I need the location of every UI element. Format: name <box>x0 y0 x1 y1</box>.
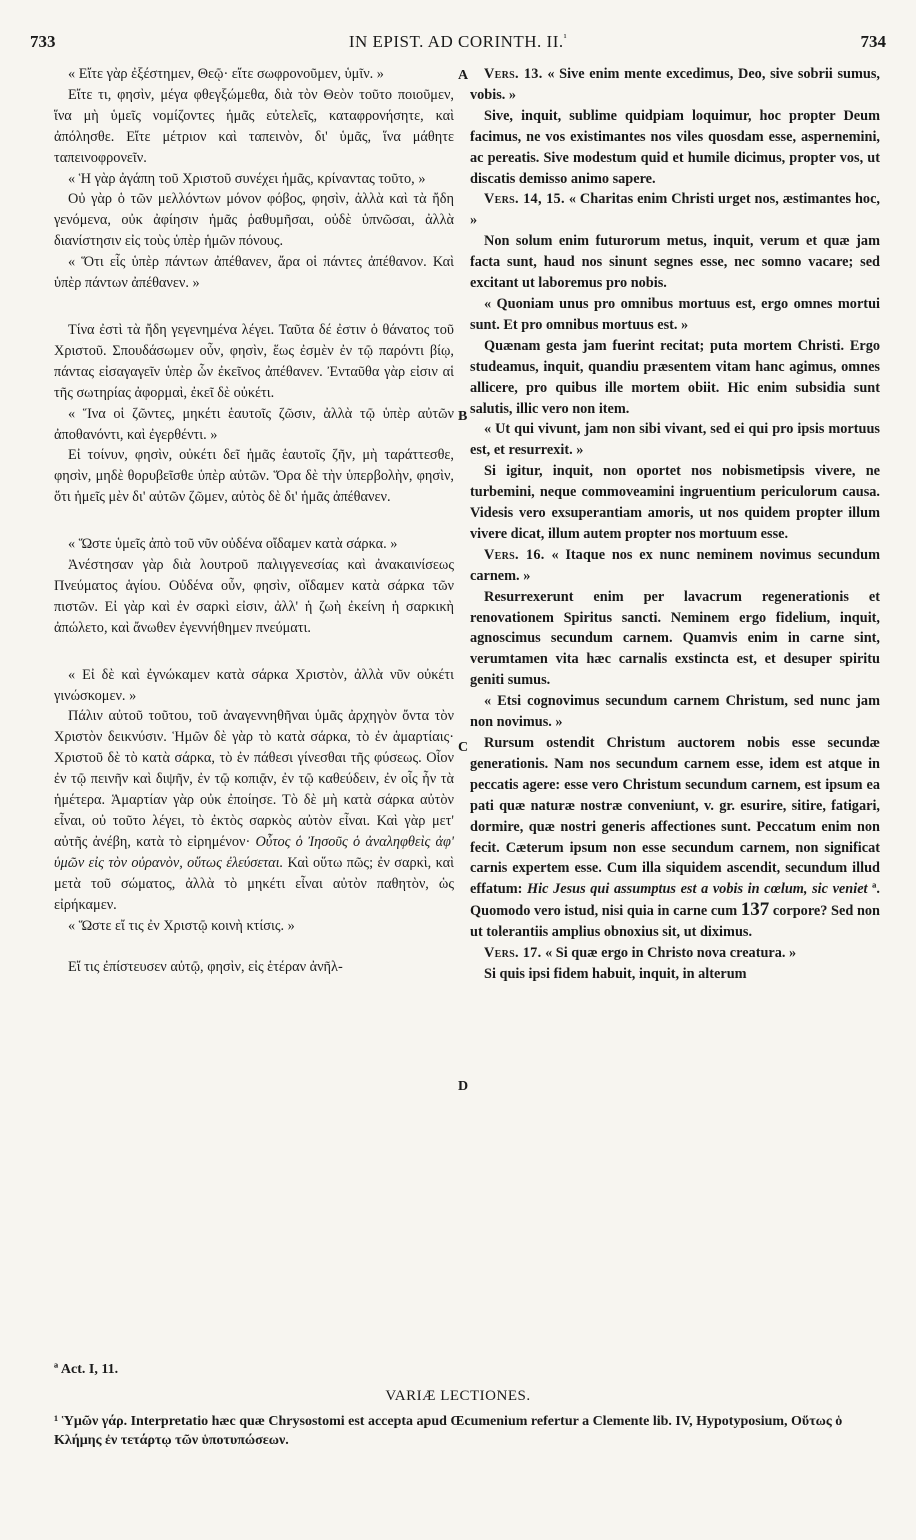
greek-verse: « Ἵνα οἱ ζῶντες, μηκέτι ἑαυτοῖς ζῶσιν, ἀλλὰ τῷ ὑπὲρ αὐτῶν ἀποθανόντι, καὶ ἐγερθέντι. » <box>54 405 454 443</box>
latin-text: « Si quæ ergo in Christo nova creatura. » <box>541 945 797 962</box>
latin-text: Rursum ostendit Christum auctorem nobis esse secundæ generationis. Nam nos secundum carnem esse, idem est atque in peccatis agere: esse vero Christum secundum carnem, est ipsum ea pati quæ naturæ nostræ conveniunt, v. gr. esurire, sitire, fatigari, dormire, quæ nostri generis affectiones sunt. Peccatum enim non fecit. Cæterum ipsum non esse secundum carnem, non significat carnis expertem esse. Cum illa siquidem ascendit, secundum illud effatum: <box>470 735 880 898</box>
latin-commentary: Non solum enim futurorum metus, inquit, verum et quæ jam facta sunt, haud nos sinunt segnes esse, nec somno vacare; sed excitant ut laboremus pro nobis. <box>470 233 880 292</box>
margin-letter-b: B <box>458 409 468 424</box>
variae-lectiones-text: ¹ Ὑμῶν γάρ. Interpretatio hæc quæ Chrysostomi est accepta apud Œcumenium refertur a Clemente lib. IV, Hypotyposium, Οὕτως ὁ Κλήμης ἐν τετάρτῳ τῶν ὑποτυπώσεων. <box>54 1414 843 1448</box>
latin-commentary: Quænam gesta jam fuerint recitat; puta mortem Christi. Ergo studeamus, inquit, quandiu præsentem vitam hanc agimus, omnes allicere, pro quibus ille mortem obiit. Hic enim subsidia sunt salutis, illic vero non item. <box>470 337 880 417</box>
verse-number: Vers. 17. <box>484 945 542 962</box>
latin-verse: « Quoniam unus pro omnibus mortuus est, ergo omnes mortui sunt. Et pro omnibus mortuus est. » <box>470 295 880 333</box>
running-header <box>30 32 886 56</box>
greek-verse: « Ἡ γὰρ ἀγάπη τοῦ Χριστοῦ συνέχει ἡμᾶς, κρίναντας τοῦτο, » <box>68 170 426 187</box>
greek-verse: « Ὥστε ὑμεῖς ἀπὸ τοῦ νῦν οὐδένα οἴδαμεν κατὰ σάρκα. » <box>68 536 398 553</box>
latin-text: « Charitas enim Christi urget nos, æstimantes hoc, » <box>470 191 880 229</box>
latin-verse <box>470 545 880 587</box>
latin-text: « Sive enim mente excedimus, Deo, sive sobrii sumus, vobis. » <box>470 66 880 103</box>
greek-commentary: Οὐ γὰρ ὁ τῶν μελλόντων μόνον φόβος, φησὶν, ἀλλὰ καὶ τὰ ἤδη γενόμενα, οὐκ ἀφίησιν ἡμᾶς ῥαθυμῆσαι, οὐδὲ ὑπνῶσαι, ἀλλὰ διανίστησιν εἰς τοὺς ὑπὲρ ἡμῶν πόνους. <box>54 191 454 250</box>
margin-letter-c: C <box>458 740 469 755</box>
greek-commentary: Εἴ τις ἐπίστευσεν αὐτῷ, φησὶν, εἰς ἑτέραν ἀνῆλ- <box>68 959 343 976</box>
title-mark: ¹ <box>563 32 568 44</box>
margin-letter-a: A <box>458 68 469 83</box>
greek-commentary: Τίνα ἐστὶ τὰ ἤδη γεγενημένα λέγει. Ταῦτα δέ ἐστιν ὁ θάνατος τοῦ Χριστοῦ. Σπουδάσωμεν οὖν, φησὶν, ἕως ἐσμὲν ἐν τῷ παρόντι βίῳ, πάντας εἰσαγαγεῖν ὑπὲρ ὧν ἐκεῖνος ἀπέθανεν. Ἐνταῦθα γὰρ εἰσιν αἱ τῆς σωτηρίας ἀφορμαὶ, ἐκεῖ δὲ οὐκέτι. <box>54 321 454 401</box>
latin-text: corpore? Sed non ut tolerantiis amplius obnoxius sit, ut diximus. <box>470 903 880 941</box>
running-title <box>30 32 886 52</box>
verse-number: Vers. 14, 15. <box>484 191 565 208</box>
latin-commentary: Si igitur, inquit, non oportet nos nobismetipsis vivere, ne turbemini, neque commoveamini ingruentium periculorum causa. Videsis vero exsuperantiam amoris, ut nos quidem propter illum vivere dicat, illum autem propter nos mortuum esse. <box>470 463 880 542</box>
verse-number: Vers. 13. <box>484 66 543 82</box>
footnote: ª Act. I, 11. <box>54 1362 119 1377</box>
latin-text: « Itaque nos ex nunc neminem novimus secundum carnem. » <box>470 546 880 584</box>
greek-verse: « Ὅτι εἷς ὑπὲρ πάντων ἀπέθανεν, ἄρα οἱ πάντες ἀπέθανον. Καὶ ὑπὲρ πάντων ἀπέθανεν. » <box>54 254 454 292</box>
greek-commentary <box>54 706 454 915</box>
latin-text: ª. Quomodo vero istud, nisi quia in carne cum <box>470 881 881 920</box>
margin-letter-d: D <box>458 1079 469 1094</box>
variae-lectiones-title: VARIÆ LECTIONES. <box>385 1388 531 1404</box>
column-number: 137 <box>740 899 770 921</box>
greek-column <box>54 64 454 978</box>
latin-commentary: Sive, inquit, sublime quidpiam loquimur, hoc propter Deum facimus, ne vos existimantes nos viles quosdam esse, aspernemini, ac pereatis. Sive modestum quid et humile dicimus, propter vos, ut discatis demisso animo sapere. <box>470 107 880 187</box>
latin-verse <box>470 64 880 106</box>
greek-verse: « Εἴτε γὰρ ἐξέστημεν, Θεῷ· εἴτε σωφρονοῦμεν, ὑμῖν. » <box>68 66 384 82</box>
latin-verse <box>470 189 880 231</box>
latin-verse <box>470 943 880 964</box>
greek-commentary: Ἀνέστησαν γὰρ διὰ λουτροῦ παλιγγενεσίας καὶ ἀνακαινίσεως Πνεύματος ἁγίου. Οὐδένα οὖν, φησὶν, οἴδαμεν κατὰ σάρκα τῶν πιστῶν. Εἰ γὰρ καὶ ἐν σαρκὶ εἰσιν, ἀλλ' ἡ ζωὴ ἐκείνη ἡ σαρκικὴ ἀπώλετο, καὶ ἄνωθεν ἐγεννήθημεν πνεύματι. <box>54 557 454 636</box>
latin-commentary: Resurrexerunt enim per lavacrum regenerationis et renovationem Spiritus sancti. Neminem ergo fidelium, inquit, agnoscimus secundum carnem. Quamvis enim in carne sint, verumtamen vita hæc carnalis exstincta est, et desuper spiritu geniti sumus. <box>470 588 880 689</box>
greek-commentary: Εἴτε τι, φησὶν, μέγα φθεγξώμεθα, διὰ τὸν Θεὸν τοῦτο ποιοῦμεν, ἵνα μὴ ὑμεῖς νομίζοντες ἡμᾶς εὐτελεῖς, καταφρονήσητε, καὶ ἀπόλησθε. Εἴτε μέτριον καὶ ταπεινὸν, δι' ὑμᾶς, ἵνα μάθητε ταπεινοφρονεῖν. <box>54 86 454 166</box>
latin-verse: « Etsi cognovimus secundum carnem Christum, sed nunc jam non novimus. » <box>470 693 880 731</box>
latin-commentary <box>470 733 880 943</box>
greek-scripture-quote: Οὗτος ὁ Ἰησοῦς ὁ ἀναληφθεὶς ἀφ' ὑμῶν εἰς τὸν οὐρανὸν, οὕτως ἐλεύσεται. <box>54 833 454 871</box>
latin-column <box>470 64 880 985</box>
page-number-right: 734 <box>860 32 886 51</box>
greek-verse: « Εἰ δὲ καὶ ἐγνώκαμεν κατὰ σάρκα Χριστὸν, ἀλλὰ νῦν οὐκέτι γινώσκομεν. » <box>54 666 454 704</box>
greek-text: Καὶ οὕτω πῶς; ἐν σαρκὶ, καὶ μετὰ τοῦ σώματος, ἀλλὰ τὸ μηκέτι εἶναι αὐτὸν παθητὸν, ὡς εἰρήκαμεν. <box>54 854 455 913</box>
latin-verse: « Ut qui vivunt, jam non sibi vivant, sed ei qui pro ipsis mortuus est, et resurrexit. » <box>470 421 880 459</box>
running-title-text: IN EPIST. AD CORINTH. II. <box>348 32 564 51</box>
greek-commentary: Εἰ τοίνυν, φησὶν, οὐκέτι δεῖ ἡμᾶς ἑαυτοῖς ζῆν, μὴ ταράττεσθε, φησὶν, μηδὲ θορυβεῖσθε ὑπὲρ αὐτῶν. Ὅρα δὲ τὴν ὑπερβολὴν, φησὶν, ὅτι ἡμεῖς μὲν δι' αὐτῶν ζῶμεν, αὐτὸς δὲ δι' ἡμᾶς ἀπέθανεν. <box>54 447 454 506</box>
latin-commentary: Si quis ipsi fidem habuit, inquit, in alterum <box>484 965 747 982</box>
greek-verse: « Ὥστε εἴ τις ἐν Χριστῷ κοινὴ κτίσις. » <box>68 917 295 934</box>
verse-number: Vers. 16. <box>484 546 545 563</box>
page-number-left: 733 <box>30 32 56 51</box>
latin-scripture-quote: Hic Jesus qui assumptus est a vobis in cœlum, sic veniet <box>527 881 868 898</box>
greek-text: Πάλιν αὐτοῦ τοῦτου, τοῦ ἀναγεννηθῆναι ὑμᾶς ἀρχηγὸν ὄντα τὸν Χριστὸν δεικνύσιν. Ἡμῶν δὲ γὰρ τὸ κατὰ σάρκα, τὸ ἐν ἁμαρτίαις· Χριστοῦ δὲ τὸ κατὰ σάρκα, τὸ ἐν πάθεσι γίνεσθαι τῆς φύσεως. Οἷον ἐν τῷ πεινῆν καὶ διψῆν, ἐν τῷ κοπιᾷν, ἐν τῷ καθεύδειν, ἐν οἷς ἦν τὰ ἡμέτερα. Ἁμαρτίαν γὰρ οὐκ ἐποίησε. Τὸ δὲ μὴ κατὰ σάρκα αὐτὸν εἶναι, οὐ τοῦτο λέγει, τὸ ἐκτὸς σαρκὸς αὐτὸν εἶναι. Καὶ γὰρ μετ' αὐτῆς ἀνέβη, κατὰ τὸ εἰρημένον· <box>54 708 454 850</box>
